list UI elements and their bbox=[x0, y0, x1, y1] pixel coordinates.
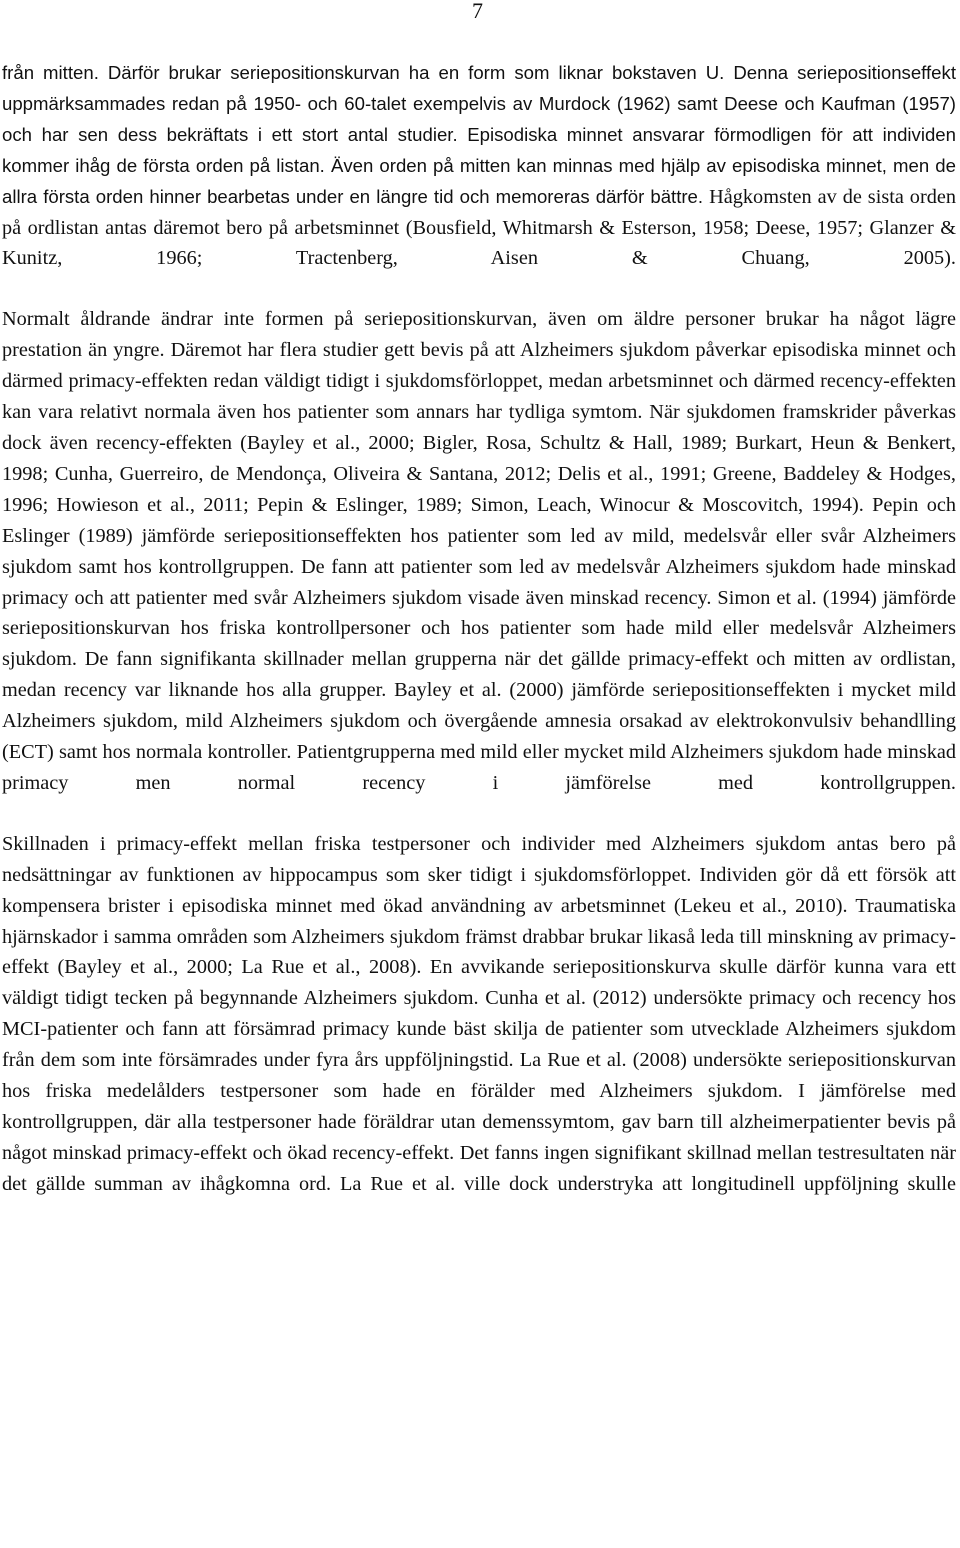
paragraph-2-segment-1: Normalt åldrande ändrar inte formen på seriepositionskurvan, även om äldre personer brukar ha något lägre prestation än yngre. Däremot har flera studier gett bevis på att Alzheimers sjukdom påverkar episodiska minnet och därmed primacy-effekten redan väldigt tidigt i sjukdomsförloppet, medan arbetsminnet och därmed recency-effekten kan vara relativt normala även hos patienter som annars har tydliga symtom. När sjukdomen framskrider påverkas dock även recency-effekten (Bayley et al., 2000; Bigler, Rosa, Schultz & Hall, 1989; Burkart, Heun & Benkert, 1998; Cunha, Guerreiro, de Mendonça, Oliveira & Santana, 2012; Delis et al., 1991; Greene, Baddeley & Hodges, 1996; Howieson et al., 2011; Pepin & Eslinger, 1989; Simon, Leach, Winocur & Moscovitch, 1994). Pepin och Eslinger (1989) jämförde seriepositionseffekten hos patienter som led av mild, medelsvår eller svår Alzheimers sjukdom samt hos kontrollgruppen. De fann att patienter som led av medelsvår Alzheimers sjukdom hade minskad primacy och att patienter med svår Alzheimers sjukdom visade även minskad recency. Simon et al. (1994) jämförde seriepositionskurvan hos friska kontrollpersoner och hos patienter som hade mild eller medelsvår Alzheimers sjukdom. De fann signifikanta skillnader mellan grupperna när det gällde primacy-effekt och mitten av ordlistan, medan recency var liknande hos alla grupper. Bayley et al. (2000) jämförde seriepositionseffekten i mycket mild Alzheimers sjukdom, mild Alzheimers sjukdom och övergående amnesia orsakad av elektrokonvulsiv behandlling (ECT) samt hos normala kontroller. Patientgrupperna med mild eller mycket mild Alzheimers sjukdom hade minskad primacy men normal recency i jämförelse med kontrollgruppen. bbox=[2, 308, 956, 794]
body-text bbox=[2, 58, 956, 1230]
paragraph-3 bbox=[2, 829, 956, 1200]
paragraph-1-segment-1: från mitten. Därför brukar seriepositionskurvan ha en form som liknar bokstaven U. Denna seriepositionseffekt uppmärksammades redan på 1950- och 60-talet exempelvis av Murdock (1962) samt Deese och Kaufman (1957) och har sen dess bekräftats i ett stort antal studier. Episodiska minnet ansvarar förmodligen för att individen kommer ihåg de första orden på listan. Även orden på mitten kan minnas med hjälp av episodiska minnet, men de allra första orden hinner bearbetas under en längre tid och memoreras därför bättre. bbox=[2, 62, 956, 207]
paragraph-1 bbox=[2, 58, 956, 274]
paragraph-3-segment-1: Skillnaden i primacy-effekt mellan friska testpersoner och individer med Alzheimers sjukdom antas bero på nedsättningar av funktionen av hippocampus som sker tidigt i sjukdomsförloppet. Individen gör då ett försök att kompensera brister i episodiska minnet med ökad användning av arbetsminnet (Lekeu et al., 2010). Traumatiska hjärnskador i samma områden som Alzheimers sjukdom främst drabbar brukar likaså leda till minskning av primacy-effekt (Bayley et al., 2000; La Rue et al., 2008). En avvikande seriepositionskurva skulle därför kunna vara ett väldigt tidigt tecken på begynnande Alzheimers sjukdom. Cunha et al. (2012) undersökte primacy och recency hos MCI-patienter och fann att försämrad primacy kunde bäst skilja de patienter som utvecklade Alzheimers sjukdom från dem som inte försämrades under fyra års uppföljningstid. La Rue et al. (2008) undersökte seriepositionskurvan hos friska medelålders testpersoner som hade en förälder med Alzheimers sjukdom. I jämförelse med kontrollgruppen, där alla testpersoner hade föräldrar utan demenssymtom, gav barn till alzheimerpatienter bevis på något minskad primacy-effekt och ökad recency-effekt. Det fanns ingen signifikant skillnad mellan testresultaten när det gällde summan av ihågkomna ord. La Rue et al. ville dock understryka att longitudinell uppföljning skulle bbox=[2, 832, 956, 1195]
paragraph-1-segment-2: Hågkomsten av de sista orden på ordlistan antas däremot bero på arbetsminnet (Bousfield, Whitmarsh & Esterson, 1958; Deese, 1957; Glanzer & Kunitz, 1966; Tractenberg, Aisen & Chuang, 2005). bbox=[2, 185, 956, 270]
page-number: 7 bbox=[472, 0, 483, 23]
paragraph-2 bbox=[2, 304, 956, 799]
